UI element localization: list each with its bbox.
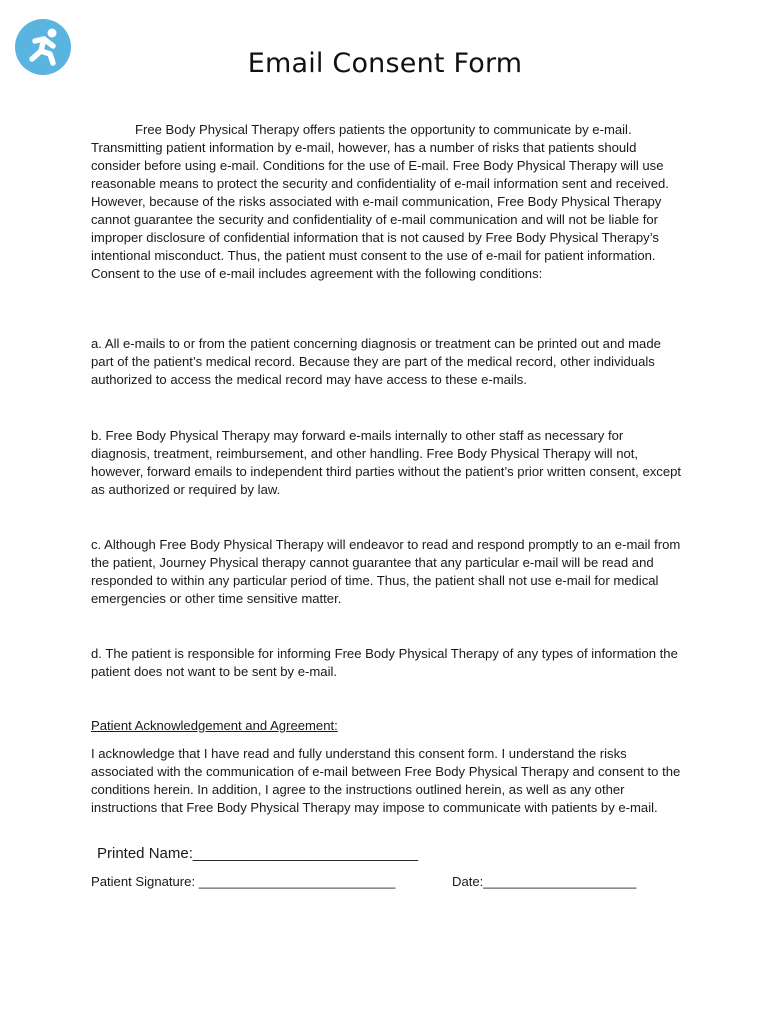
acknowledgement-text: I acknowledge that I have read and fully understand this consent form. I understand the risks associated with the communication of e-mail between Free Body Physical Therapy and consent to the conditions herein. In addition, I agree to the instructions outlined herein, as well as any other instructions that Free Body Physical Therapy may impose to communicate with patients by e-mail. xyxy=(91,746,681,815)
condition-c: c. Although Free Body Physical Therapy will endeavor to read and respond promptly to an e-mail from the patient, Journey Physical therapy cannot guarantee that any particular e-mail will be read and responded to within any particular period of time. Thus, the patient shall not use e-mail for medical emergencies or other time sensitive matter. xyxy=(91,537,681,606)
intro-paragraph: Free Body Physical Therapy offers patients the opportunity to communicate by e-mail. Transmitting patient information by e-mail, however, has a number of risks that patients should consider before using e-mail. Conditions for the use of E-mail. Free Body Physical Therapy will use reasonable means to protect the security and confidentiality of e-mail information sent and received. However, because of the risks associated with e-mail communication, Free Body Physical Therapy cannot guarantee the security and confidentiality of e-mail communication and will not be liable for improper disclosure of confidential information that is not caused by Free Body Physical Therapy’s intentional misconduct. Thus, the patient must consent to the use of e-mail for patient information. Consent to the use of e-mail includes agreement with the following conditions: xyxy=(91,122,669,281)
printed-name-field[interactable]: Printed Name:___________________________ xyxy=(97,845,419,862)
condition-a: a. All e-mails to or from the patient concerning diagnosis or treatment can be printed out and made part of the patient’s medical record. Because they are part of the medical record, other individuals authorized to access the medical record may have access to these e-mails. xyxy=(91,336,661,387)
page-title: Email Consent Form xyxy=(247,48,523,79)
patient-signature-field[interactable]: Patient Signature: ___________________________ xyxy=(91,874,396,889)
acknowledgement-heading: Patient Acknowledgement and Agreement: xyxy=(91,718,338,733)
date-field[interactable]: Date:_____________________ xyxy=(452,874,637,889)
condition-b: b. Free Body Physical Therapy may forward e-mails internally to other staff as necessary for diagnosis, treatment, reimbursement, and other handling. Free Body Physical Therapy will not, however, forward emails to independent third parties without the patient’s prior written consent, except as authorized or required by law. xyxy=(91,428,682,497)
condition-d: d. The patient is responsible for informing Free Body Physical Therapy of any types of information the patient does not want to be sent by e-mail. xyxy=(91,646,678,679)
